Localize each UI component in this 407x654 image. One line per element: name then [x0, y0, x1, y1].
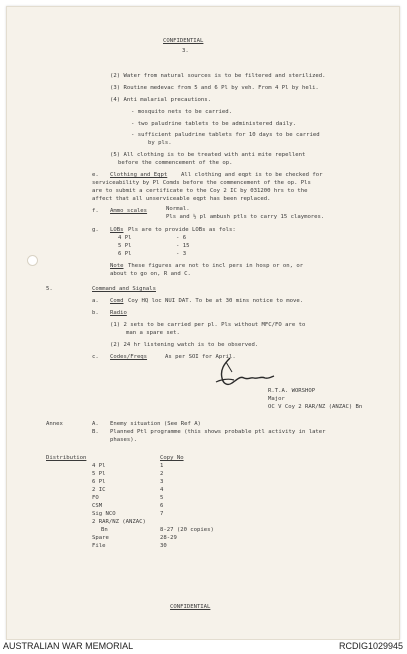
note-label: Note: [110, 263, 124, 269]
distribution-name: 2 RAR/NZ (ANZAC): [92, 519, 146, 525]
para-e-letter: e.: [92, 172, 99, 178]
lob-row-value: - 6: [176, 235, 187, 241]
distribution-name: FO: [92, 495, 99, 501]
distribution-copy: 5: [160, 495, 164, 501]
distribution-name: File: [92, 543, 106, 549]
list-item: - two paludrine tablets to be administered daily.: [131, 121, 297, 127]
para-c-heading: Codes/Freqs: [110, 354, 148, 360]
signatory-name: R.T.A. WORSHOP: [268, 388, 316, 394]
annex-item: Enemy situation (See Ref A): [110, 421, 201, 427]
copy-heading: Copy No: [160, 455, 184, 461]
para-f-heading: Ammo scales: [110, 208, 148, 214]
distribution-name: CSM: [92, 503, 103, 509]
list-item: - mosquito nets to be carried.: [131, 109, 233, 115]
distribution-copy: 28-29: [160, 535, 177, 541]
lob-row-unit: 6 Pl: [118, 251, 132, 257]
distribution-name: 2 IC: [92, 487, 106, 493]
distribution-copy: 1: [160, 463, 164, 469]
annex-label: Annex: [46, 421, 63, 427]
signatory-appointment: OC V Coy 2 RAR/NZ (ANZAC) Bn: [268, 404, 363, 410]
section-number: 5.: [46, 286, 53, 292]
annex-letter: B.: [92, 429, 99, 435]
para-e-line: serviceability by Pl Comds before the commencement of the op. Pls: [92, 180, 311, 186]
distribution-copy: 7: [160, 511, 164, 517]
section-heading: Command and Signals: [92, 286, 156, 292]
para-e-line: are to submit a certificate to the Coy 2 IC by 031200 hrs to the: [92, 188, 308, 194]
distribution-name: 4 Pl: [92, 463, 106, 469]
distribution-copy: 6: [160, 503, 164, 509]
annex-item: phases).: [110, 437, 137, 443]
list-item: (3) Routine medevac from 5 and 6 Pl by veh. From 4 Pl by heli.: [110, 85, 319, 91]
distribution-name: Sig NCO: [92, 511, 116, 517]
annex-letter: A.: [92, 421, 99, 427]
para-g-letter: g.: [92, 227, 99, 233]
radio-item: (1) 2 sets to be carried per pl. Pls without MFC/FO are to: [110, 322, 306, 328]
para-a-letter: a.: [92, 298, 99, 304]
distribution-copy: 2: [160, 471, 164, 477]
watermark-left: AUSTRALIAN WAR MEMORIAL: [3, 641, 134, 651]
lob-row-unit: 4 Pl: [118, 235, 132, 241]
para-g-intro: Pls are to provide LOBs as fols:: [128, 227, 236, 233]
list-item: by pls.: [148, 140, 172, 146]
para-e-heading: Clothing and Eqpt: [110, 172, 168, 178]
note-line: These figures are not to incl pers in hosp or on, or: [128, 263, 304, 269]
distribution-name: 6 Pl: [92, 479, 106, 485]
radio-item: man a spare set.: [126, 330, 180, 336]
distribution-copy: 8-27 (20 copies): [160, 527, 214, 533]
distribution-copy: 4: [160, 487, 164, 493]
para-e-line: All clothing and eqpt is to be checked for: [181, 172, 323, 178]
watermark-right: RCDIG1029945: [338, 641, 403, 651]
classification-footer: CONFIDENTIAL: [170, 604, 211, 610]
para-f-line: Normal.: [166, 206, 190, 212]
distribution-copy: 30: [160, 543, 167, 549]
list-item: (2) Water from natural sources is to be filtered and sterilized.: [110, 73, 326, 79]
page-number: 3.: [182, 48, 189, 54]
list-item: (5) All clothing is to be treated with anti mite repellent: [110, 152, 306, 158]
lob-row-value: - 15: [176, 243, 190, 249]
watermark-strip: [0, 640, 407, 654]
para-a-text: Coy HQ loc NUI DAT. To be at 30 mins notice to move.: [128, 298, 304, 304]
para-g-heading: LOBs: [110, 227, 124, 233]
list-item: before the commencement of the op.: [118, 160, 233, 166]
punch-hole: [27, 255, 38, 266]
para-f-letter: f.: [92, 208, 99, 214]
distribution-name: 5 Pl: [92, 471, 106, 477]
para-a-heading: Comd: [110, 298, 124, 304]
lob-row-value: - 3: [176, 251, 187, 257]
note-line: about to go on, R and C.: [110, 271, 191, 277]
annex-item: Planned Ptl programme (this shows probable ptl activity in later: [110, 429, 326, 435]
para-f-line: Pls and ½ pl ambush ptls to carry 15 claymores.: [166, 214, 325, 220]
distribution-name: Bn: [101, 527, 108, 533]
signature-icon: [210, 356, 280, 392]
distribution-copy: 3: [160, 479, 164, 485]
list-item: (4) Anti malarial precautions.: [110, 97, 212, 103]
radio-item: (2) 24 hr listening watch is to be observed.: [110, 342, 259, 348]
para-e-line: affect that all unserviceable eqpt has been replaced.: [92, 196, 271, 202]
classification-header: CONFIDENTIAL: [163, 38, 204, 44]
para-b-heading: Radio: [110, 310, 127, 316]
para-b-letter: b.: [92, 310, 99, 316]
signatory-rank: Major: [268, 396, 285, 402]
lob-row-unit: 5 Pl: [118, 243, 132, 249]
para-c-letter: c.: [92, 354, 99, 360]
list-item: - sufficient paludrine tablets for 10 days to be carried: [131, 132, 320, 138]
distribution-name: Spare: [92, 535, 109, 541]
distribution-heading: Distribution: [46, 455, 87, 461]
para-c-text: As per SOI for April.: [165, 354, 236, 360]
